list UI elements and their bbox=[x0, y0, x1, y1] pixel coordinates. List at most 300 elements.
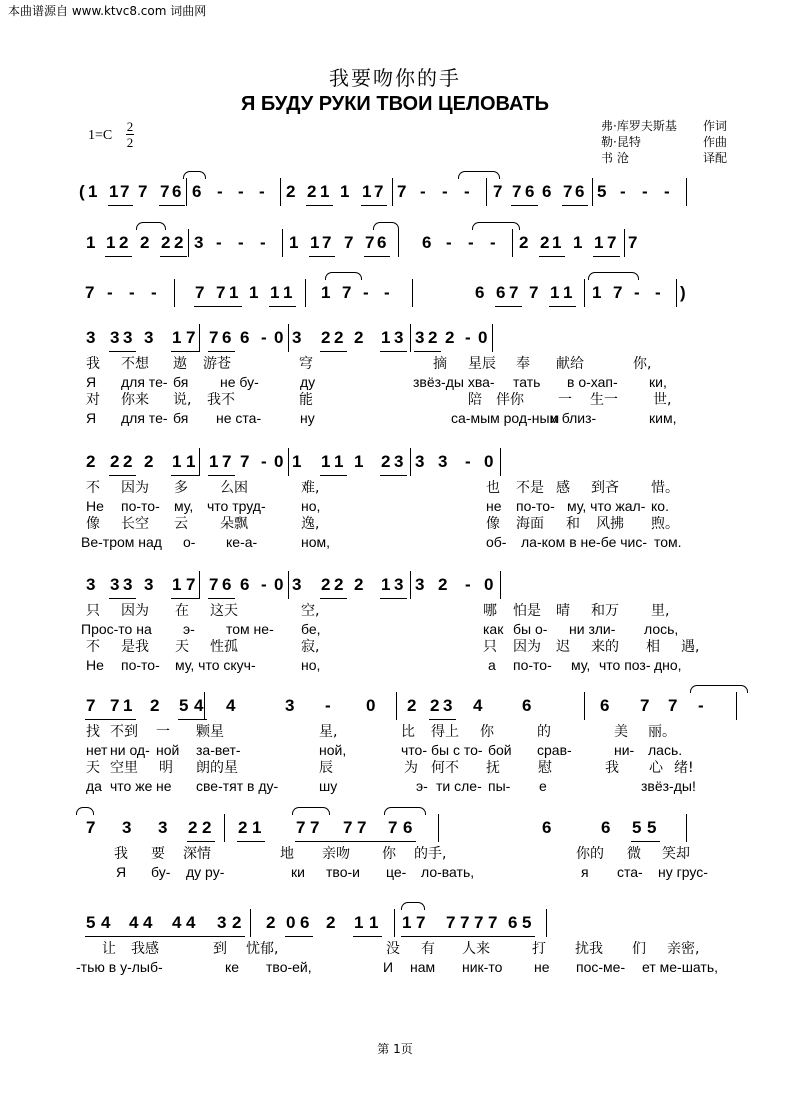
time-signature-top: 2 bbox=[126, 119, 134, 134]
note: 7 bbox=[493, 182, 503, 201]
barline bbox=[500, 448, 501, 476]
lyric-word: дно, bbox=[654, 657, 682, 673]
lyric-word: 地 bbox=[280, 846, 294, 862]
note: 1 bbox=[552, 233, 562, 252]
lyric-word: ду bbox=[300, 374, 316, 390]
lyric-line-ru bbox=[76, 534, 756, 551]
lyric-word: ки bbox=[291, 864, 305, 880]
underline-beam bbox=[380, 351, 407, 352]
lyric-line-cn bbox=[76, 392, 756, 409]
note: 2 bbox=[174, 233, 184, 252]
lyric-line-cn bbox=[76, 724, 756, 741]
note: 1 bbox=[88, 182, 98, 201]
lyric-word: 惜。 bbox=[651, 480, 679, 496]
lyric-word: 云 bbox=[174, 516, 188, 532]
lyric-word: 要 bbox=[151, 846, 165, 862]
note: 2 bbox=[150, 696, 160, 715]
note: 2 bbox=[321, 328, 331, 347]
lyric-word: ло-вать, bbox=[421, 864, 475, 880]
note: 1 bbox=[172, 452, 182, 471]
note: 1 bbox=[209, 452, 219, 471]
note: 7 bbox=[488, 913, 498, 932]
note: 1 bbox=[369, 913, 379, 932]
lyric-word: э- bbox=[183, 621, 195, 637]
note: 4 bbox=[186, 913, 196, 932]
dash: - bbox=[465, 452, 471, 471]
source-header: 本曲谱源自 www.ktvc8.com 词曲网 bbox=[8, 4, 207, 18]
lyric-word: ну bbox=[300, 410, 315, 426]
underline-beam bbox=[495, 306, 522, 307]
lyric-word: том. bbox=[654, 534, 682, 550]
note: 6 bbox=[222, 575, 232, 594]
lyric-word: 摘 bbox=[433, 356, 447, 372]
lyric-word: Ве-тром над bbox=[81, 534, 162, 550]
lyric-word: как bbox=[483, 621, 504, 637]
lyric-word: 明 bbox=[159, 760, 173, 776]
lyric-word: 风拂 bbox=[596, 516, 624, 532]
lyric-word: 得上 bbox=[431, 724, 459, 740]
note: 7 bbox=[120, 182, 130, 201]
dash: - bbox=[655, 283, 661, 302]
lyric-word: 么困 bbox=[220, 480, 248, 496]
lyric-word: ста- bbox=[617, 864, 643, 880]
note: 2 bbox=[202, 818, 212, 837]
note: 0 bbox=[478, 328, 488, 347]
slur bbox=[472, 222, 520, 230]
credit-name: 书 沧 bbox=[601, 151, 629, 165]
underline-beam bbox=[309, 256, 335, 257]
notation-row bbox=[76, 816, 756, 846]
note: 3 bbox=[292, 328, 302, 347]
underline-beam bbox=[361, 205, 387, 206]
note: 7 bbox=[388, 818, 398, 837]
underline-beam bbox=[105, 256, 132, 257]
note: 7 bbox=[397, 182, 407, 201]
note: 1 bbox=[229, 283, 239, 302]
slur bbox=[588, 272, 639, 280]
note: 1 bbox=[249, 283, 259, 302]
barline bbox=[410, 324, 411, 352]
lyric-word: 丽。 bbox=[648, 724, 676, 740]
note: 1 bbox=[594, 233, 604, 252]
dash: - bbox=[261, 452, 267, 471]
lyric-word: что труд- bbox=[207, 498, 266, 514]
note: 2 bbox=[428, 328, 438, 347]
lyric-word: ке-а- bbox=[226, 534, 258, 550]
credit-name: 弗·库罗夫斯基 bbox=[601, 119, 677, 133]
note: 2 bbox=[321, 575, 331, 594]
note: 1 bbox=[354, 913, 364, 932]
dash: - bbox=[465, 328, 471, 347]
note: 7 bbox=[607, 233, 617, 252]
note: 4 bbox=[226, 696, 236, 715]
lyric-word: не ста- bbox=[216, 410, 262, 426]
lyric-word: том не- bbox=[226, 621, 274, 637]
lyric-word: 多 bbox=[174, 480, 188, 496]
lyric-word: я bbox=[581, 864, 589, 880]
note: 6 bbox=[575, 182, 585, 201]
note: 4 bbox=[143, 913, 153, 932]
lyric-word: 因为 bbox=[513, 639, 541, 655]
barline bbox=[282, 229, 283, 257]
note: 6 bbox=[601, 818, 611, 837]
slur bbox=[325, 272, 362, 280]
note: 2 bbox=[334, 575, 344, 594]
note: 3 bbox=[415, 328, 425, 347]
dash: - bbox=[261, 328, 267, 347]
lyric-word: Не bbox=[86, 498, 104, 514]
dash: - bbox=[442, 182, 448, 201]
note: 6 bbox=[172, 182, 182, 201]
note: 2 bbox=[326, 913, 336, 932]
underline-beam bbox=[109, 475, 136, 476]
note: 1 bbox=[310, 233, 320, 252]
lyric-word: 能 bbox=[299, 392, 313, 408]
note: 7 bbox=[529, 283, 539, 302]
note: 7 bbox=[512, 182, 522, 201]
note: 1 bbox=[289, 233, 299, 252]
note: 7 bbox=[186, 575, 196, 594]
note: 0 bbox=[274, 452, 284, 471]
lyric-word: 不是 bbox=[516, 480, 544, 496]
lyric-word: 你, bbox=[633, 356, 652, 372]
note: 6 bbox=[240, 328, 250, 347]
note: 2 bbox=[354, 328, 364, 347]
lyric-word: бой bbox=[488, 742, 512, 758]
lyric-word: 相 bbox=[646, 639, 660, 655]
slur bbox=[384, 807, 426, 815]
note: 6 bbox=[522, 696, 532, 715]
barline bbox=[546, 909, 547, 937]
lyric-word: 的 bbox=[537, 724, 551, 740]
lyric-word: бя bbox=[173, 410, 189, 426]
underline-beam bbox=[364, 256, 390, 257]
lyric-word: что поз- bbox=[599, 657, 651, 673]
lyric-word: 辰 bbox=[319, 760, 333, 776]
lyric-word: Я bbox=[86, 410, 97, 426]
credit-composer bbox=[601, 134, 741, 150]
lyric-word: 星, bbox=[319, 724, 338, 740]
lyric-word: 天 bbox=[175, 639, 189, 655]
note: 2 bbox=[307, 182, 317, 201]
note: 0 bbox=[484, 575, 494, 594]
lyric-word: ким, bbox=[649, 410, 677, 426]
lyric-word: 扰我 bbox=[575, 941, 603, 957]
lyric-line-cn bbox=[76, 356, 756, 373]
dash: - bbox=[384, 283, 390, 302]
barline bbox=[410, 571, 411, 599]
note: 1 bbox=[381, 575, 391, 594]
lyric-word: 你来 bbox=[121, 392, 149, 408]
barline bbox=[224, 814, 225, 842]
underline-beam bbox=[539, 256, 565, 257]
lyric-word: -тью в у-лыб- bbox=[76, 959, 163, 975]
lyric-word: 感 bbox=[556, 480, 570, 496]
note: 6 bbox=[222, 328, 232, 347]
underline-beam bbox=[171, 351, 199, 352]
lyric-word: нет bbox=[86, 742, 108, 758]
note: 1 bbox=[86, 233, 96, 252]
barline bbox=[250, 909, 251, 937]
lyric-word: 为 bbox=[404, 760, 418, 776]
lyric-word: срав- bbox=[537, 742, 572, 758]
notation-row bbox=[76, 694, 756, 724]
underline-beam bbox=[85, 936, 245, 937]
barline bbox=[492, 324, 493, 352]
dash: - bbox=[325, 696, 331, 715]
lyric-word: му, что жал- bbox=[567, 498, 646, 514]
lyric-word: лась. bbox=[648, 742, 683, 758]
lyric-word: лось, bbox=[644, 621, 679, 637]
lyric-word: 海面 bbox=[516, 516, 544, 532]
note: 3 bbox=[144, 575, 154, 594]
note: 7 bbox=[86, 696, 96, 715]
credit-role: 作曲 bbox=[703, 135, 728, 149]
lyric-word: ну грус- bbox=[658, 864, 708, 880]
lyric-word: 找 bbox=[86, 724, 100, 740]
notation-row bbox=[76, 573, 756, 603]
note: 1 bbox=[252, 818, 262, 837]
lyric-word: 在 bbox=[175, 603, 189, 619]
note: 3 bbox=[110, 328, 120, 347]
lyric-word: 哪 bbox=[483, 603, 497, 619]
lyric-word: 生一 bbox=[590, 392, 618, 408]
note: 4 bbox=[194, 696, 204, 715]
title-russian: Я БУДУ РУКИ ТВОИ ЦЕЛОВАТЬ bbox=[240, 93, 550, 115]
note: 1 bbox=[292, 452, 302, 471]
lyric-word: 性孤 bbox=[210, 639, 238, 655]
barline bbox=[624, 229, 625, 257]
underline-beam bbox=[85, 719, 136, 720]
lyric-word: нам bbox=[410, 959, 436, 975]
slur bbox=[690, 685, 748, 693]
dash: - bbox=[465, 575, 471, 594]
lyric-word: 让 bbox=[102, 941, 116, 957]
dash: - bbox=[259, 182, 265, 201]
note: 3 bbox=[292, 575, 302, 594]
note: 5 bbox=[647, 818, 657, 837]
lyric-word: са-мым род-ным bbox=[451, 410, 560, 426]
lyric-word: тво-и bbox=[326, 864, 360, 880]
note: 7 bbox=[110, 696, 120, 715]
lyric-word: бя bbox=[173, 374, 189, 390]
repeat-paren: ) bbox=[680, 283, 686, 302]
barline bbox=[512, 229, 513, 257]
note: 1 bbox=[592, 283, 602, 302]
lyric-line-ru bbox=[76, 374, 756, 391]
underline-beam bbox=[593, 256, 620, 257]
lyric-word: но, bbox=[301, 657, 321, 673]
lyric-word: для те- bbox=[121, 374, 168, 390]
lyric-word: ном, bbox=[301, 534, 331, 550]
underline-beam bbox=[353, 936, 382, 937]
lyric-word: ки, bbox=[649, 374, 667, 390]
note: 3 bbox=[158, 818, 168, 837]
lyric-word: 和 bbox=[566, 516, 580, 532]
lyric-line-ru bbox=[76, 621, 756, 638]
note: 7 bbox=[138, 182, 148, 201]
note: 7 bbox=[195, 283, 205, 302]
lyric-word: 颗星 bbox=[196, 724, 224, 740]
lyric-line-cn bbox=[76, 603, 756, 620]
lyric-word: 你的 bbox=[576, 846, 604, 862]
notation-row bbox=[76, 450, 756, 480]
lyric-line-cn bbox=[76, 516, 756, 533]
lyric-word: да bbox=[86, 778, 102, 794]
lyric-word: 你 bbox=[382, 846, 396, 862]
underline-beam bbox=[306, 205, 333, 206]
lyric-word: 长空 bbox=[121, 516, 149, 532]
lyric-word: му, bbox=[571, 657, 591, 673]
lyric-word: 朵飘 bbox=[220, 516, 248, 532]
lyric-word: не bbox=[486, 498, 502, 514]
lyric-word: 迟 bbox=[556, 639, 570, 655]
slur bbox=[401, 902, 425, 910]
barline bbox=[280, 178, 281, 206]
dash: - bbox=[217, 182, 223, 201]
note: 7 bbox=[222, 452, 232, 471]
underline-beam bbox=[171, 598, 199, 599]
lyric-word: звёз-ды хва- bbox=[413, 374, 495, 390]
underline-beam bbox=[511, 205, 538, 206]
note: 7 bbox=[374, 182, 384, 201]
lyric-word: 打 bbox=[532, 941, 546, 957]
lyric-word: 不 bbox=[86, 639, 100, 655]
note: 1 bbox=[563, 283, 573, 302]
lyric-word: 穹 bbox=[299, 356, 313, 372]
lyric-word: но, bbox=[301, 498, 321, 514]
note: 2 bbox=[161, 233, 171, 252]
note: 6 bbox=[403, 818, 413, 837]
underline-beam bbox=[285, 936, 313, 937]
note: 3 bbox=[110, 575, 120, 594]
lyric-word: ла-ком в не-бе чис- bbox=[521, 534, 648, 550]
lyric-word: 因为 bbox=[121, 603, 149, 619]
lyric-word: ни зли- bbox=[569, 621, 616, 637]
lyric-word: по-то- bbox=[516, 498, 555, 514]
underline-beam bbox=[109, 351, 136, 352]
lyric-line-ru bbox=[76, 742, 756, 759]
repeat-paren: ( bbox=[79, 182, 85, 201]
note: 3 bbox=[123, 575, 133, 594]
notation-row bbox=[76, 326, 756, 356]
lyric-word: Я bbox=[86, 374, 97, 390]
lyric-word: 奉 bbox=[516, 356, 530, 372]
note: 6 bbox=[496, 283, 506, 302]
lyric-word: звёз-ды! bbox=[641, 778, 696, 794]
lyric-line-cn bbox=[76, 639, 756, 656]
credit-name: 勒·昆特 bbox=[601, 135, 641, 149]
note: 3 bbox=[123, 328, 133, 347]
note: 6 bbox=[525, 182, 535, 201]
barline bbox=[174, 279, 175, 307]
lyric-word: бы с то- bbox=[431, 742, 483, 758]
slur bbox=[136, 222, 166, 230]
note: 0 bbox=[286, 913, 296, 932]
note: 3 bbox=[217, 913, 227, 932]
slur bbox=[373, 222, 399, 230]
lyric-line-ru bbox=[76, 498, 756, 515]
note: 1 bbox=[283, 283, 293, 302]
lyric-word: 空里 bbox=[110, 760, 138, 776]
lyric-word: 何不 bbox=[431, 760, 459, 776]
lyric-word: 我 bbox=[114, 846, 128, 862]
note: 7 bbox=[416, 913, 426, 932]
dash: - bbox=[216, 233, 222, 252]
note: 2 bbox=[407, 696, 417, 715]
underline-beam bbox=[562, 205, 588, 206]
lyric-word: 笑却 bbox=[662, 846, 690, 862]
note: 2 bbox=[238, 818, 248, 837]
note: 1 bbox=[402, 913, 412, 932]
slur bbox=[292, 807, 330, 815]
note: 5 bbox=[179, 696, 189, 715]
lyric-word: 我 bbox=[86, 356, 100, 372]
lyric-word: му, bbox=[174, 498, 194, 514]
dash: - bbox=[129, 283, 135, 302]
lyric-word: 游苍 bbox=[203, 356, 231, 372]
note: 7 bbox=[296, 818, 306, 837]
lyric-word: 抚 bbox=[486, 760, 500, 776]
barline bbox=[686, 178, 687, 206]
lyric-word: э- bbox=[416, 778, 428, 794]
lyric-word: 难, bbox=[301, 480, 320, 496]
note: 1 bbox=[381, 328, 391, 347]
lyric-word: 深情 bbox=[183, 846, 211, 862]
note: 0 bbox=[274, 328, 284, 347]
underline-beam bbox=[208, 598, 235, 599]
lyric-word: пос-ме- bbox=[576, 959, 626, 975]
note: 7 bbox=[343, 818, 353, 837]
dash: - bbox=[620, 182, 626, 201]
note: 3 bbox=[86, 328, 96, 347]
lyric-word: 忧郁, bbox=[246, 941, 279, 957]
barline bbox=[398, 229, 399, 257]
note: 2 bbox=[144, 452, 154, 471]
lyric-word: 是我 bbox=[121, 639, 149, 655]
underline-beam bbox=[108, 205, 133, 206]
note: 6 bbox=[508, 913, 518, 932]
note: 3 bbox=[122, 818, 132, 837]
lyric-word: 献给 bbox=[556, 356, 584, 372]
barline bbox=[686, 814, 687, 842]
note: 2 bbox=[123, 452, 133, 471]
time-signature bbox=[126, 120, 134, 149]
time-signature-bottom: 2 bbox=[126, 135, 134, 150]
credit-role: 作词 bbox=[703, 119, 728, 133]
dash: - bbox=[238, 182, 244, 201]
dash: - bbox=[446, 233, 452, 252]
barline bbox=[736, 692, 737, 720]
lyric-word: 像 bbox=[486, 516, 500, 532]
lyric-word: пы- bbox=[488, 778, 511, 794]
note: 0 bbox=[484, 452, 494, 471]
title-chinese: 我要吻你的手 bbox=[329, 66, 461, 90]
dash: - bbox=[238, 233, 244, 252]
note: 0 bbox=[366, 696, 376, 715]
dash: - bbox=[468, 233, 474, 252]
note: 2 bbox=[110, 452, 120, 471]
lyric-word: 遨 bbox=[173, 356, 187, 372]
note: 2 bbox=[188, 818, 198, 837]
note: 1 bbox=[320, 182, 330, 201]
note: 3 bbox=[194, 233, 204, 252]
dash: - bbox=[260, 233, 266, 252]
notation-row bbox=[76, 231, 756, 261]
note: 7 bbox=[357, 818, 367, 837]
lyric-line-ru bbox=[76, 778, 756, 795]
underline-beam bbox=[194, 306, 242, 307]
